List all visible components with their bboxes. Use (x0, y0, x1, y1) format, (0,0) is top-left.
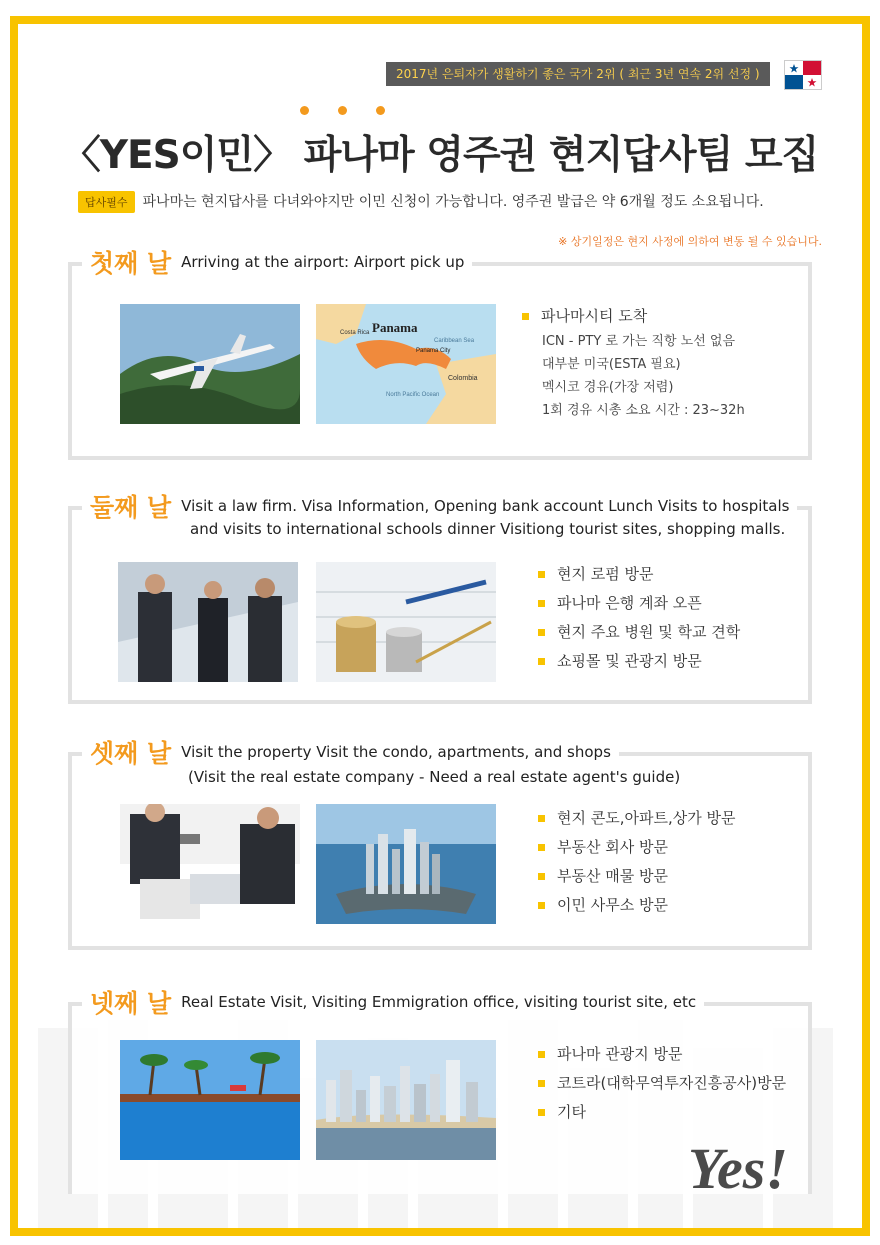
detail-item: ICN - PTY 로 가는 직항 노선 없음 (542, 334, 735, 349)
list-item: 부동산 매물 방문 (538, 862, 735, 891)
panama-map (316, 304, 496, 424)
detail-item: 멕시코 경유(가장 저렴) (542, 380, 674, 395)
list-item: 코트라(대학무역투자진흥공사)방문 (538, 1069, 786, 1098)
day-3-english: Visit the property Visit the condo, apartments, and shops (181, 743, 611, 761)
map-city-label: Panama City (416, 348, 451, 354)
list-item: 기타 (538, 1098, 786, 1127)
bullet-icon (538, 844, 545, 851)
bullet-icon (522, 313, 529, 320)
list-item: 파나마 관광지 방문 (538, 1040, 786, 1069)
resort-pool-photo (120, 1040, 300, 1160)
day-1-english: Arriving at the airport: Airport pick up (181, 253, 465, 271)
map-country-label: Panama (372, 320, 418, 335)
day-2-list (538, 560, 740, 676)
day-3-heading (82, 734, 619, 770)
schedule-note: ※ 상기일정은 현지 사정에 의하여 변동 될 수 있습니다. (558, 235, 822, 248)
day-4-english: Real Estate Visit, Visiting Emmigration office, visiting tourist site, etc (181, 993, 697, 1011)
required-badge: 답사필수 (78, 191, 135, 213)
decorative-dots (300, 106, 400, 118)
list-item: 이민 사무소 방문 (538, 891, 735, 920)
day-1-list (522, 302, 647, 331)
airplane-photo (120, 304, 300, 424)
day-4-heading (82, 984, 704, 1020)
panama-city-aerial-photo (316, 804, 496, 924)
intro-text: 파나마는 현지답사를 다녀와야지만 이민 신청이 가능합니다. 영주권 발급은 약 6개월 정도 소요됩니다. (142, 194, 764, 210)
bullet-icon (538, 571, 545, 578)
list-item: 현지 콘도,아파트,상가 방문 (538, 804, 735, 833)
page-title: 〈YES이민〉 파나마 영주권 현지답사팀 모집 (61, 133, 819, 178)
day-2-english-line2: and visits to international schools dinner Visitiong tourist sites, shopping malls. (184, 520, 791, 538)
list-item: 부동산 회사 방문 (538, 833, 735, 862)
day-3-name: 셋째 날 (90, 739, 172, 768)
yes-logo (684, 1126, 834, 1206)
panama-flag-icon (784, 60, 822, 90)
day-4-name: 넷째 날 (90, 989, 172, 1018)
day-2-heading (82, 488, 797, 524)
day-1-name: 첫째 날 (90, 249, 172, 278)
bullet-icon (538, 1051, 545, 1058)
detail-item: 1회 경유 시총 소요 시간 : 23~32h (542, 403, 745, 418)
day-1-section (68, 249, 812, 460)
day-1-details (542, 330, 745, 422)
day-3-section (68, 739, 812, 950)
bullet-icon (538, 815, 545, 822)
bullet-icon (538, 1109, 545, 1116)
bullet-icon (538, 600, 545, 607)
map-ocean-label: North Pacific Ocean (386, 392, 440, 398)
poster-frame (10, 16, 870, 1236)
yes-logo-text: Yes! (688, 1136, 788, 1201)
bullet-icon (538, 629, 545, 636)
day-4-list (538, 1040, 786, 1127)
bullet-icon (538, 1080, 545, 1087)
list-item: 파나마 은행 계좌 오픈 (538, 589, 740, 618)
panama-skyline-photo (316, 1040, 496, 1160)
office-meeting-photo (120, 804, 300, 924)
coins-photo (316, 562, 496, 682)
day-3-list (538, 804, 735, 920)
day-2-english: Visit a law firm. Visa Information, Opening bank account Lunch Visits to hospitals (181, 497, 790, 515)
map-sea-label: Caribbean Sea (434, 338, 475, 344)
bullet-icon (538, 902, 545, 909)
list-item: 현지 주요 병원 및 학교 견학 (538, 618, 740, 647)
business-handshake-photo (118, 562, 298, 682)
award-banner: 2017년 은퇴자가 생활하기 좋은 국가 2위 ( 최근 3년 연속 2위 선정 ) (386, 62, 770, 86)
intro-line (78, 191, 764, 213)
bullet-icon (538, 658, 545, 665)
list-item: 현지 로펌 방문 (538, 560, 740, 589)
day-1-heading (82, 244, 472, 280)
day-3-english-line2: (Visit the real estate company - Need a real estate agent's guide) (182, 768, 686, 786)
map-colombia-label: Colombia (448, 375, 478, 382)
detail-item: 대부분 미국(ESTA 필요) (542, 357, 681, 372)
day-2-section (68, 493, 812, 704)
map-costa-rica-label: Costa Rica (340, 330, 370, 336)
bullet-icon (538, 873, 545, 880)
list-item: 쇼핑몰 및 관광지 방문 (538, 647, 740, 676)
list-item: 파나마시티 도착 (522, 302, 647, 331)
day-2-name: 둘째 날 (90, 493, 172, 522)
